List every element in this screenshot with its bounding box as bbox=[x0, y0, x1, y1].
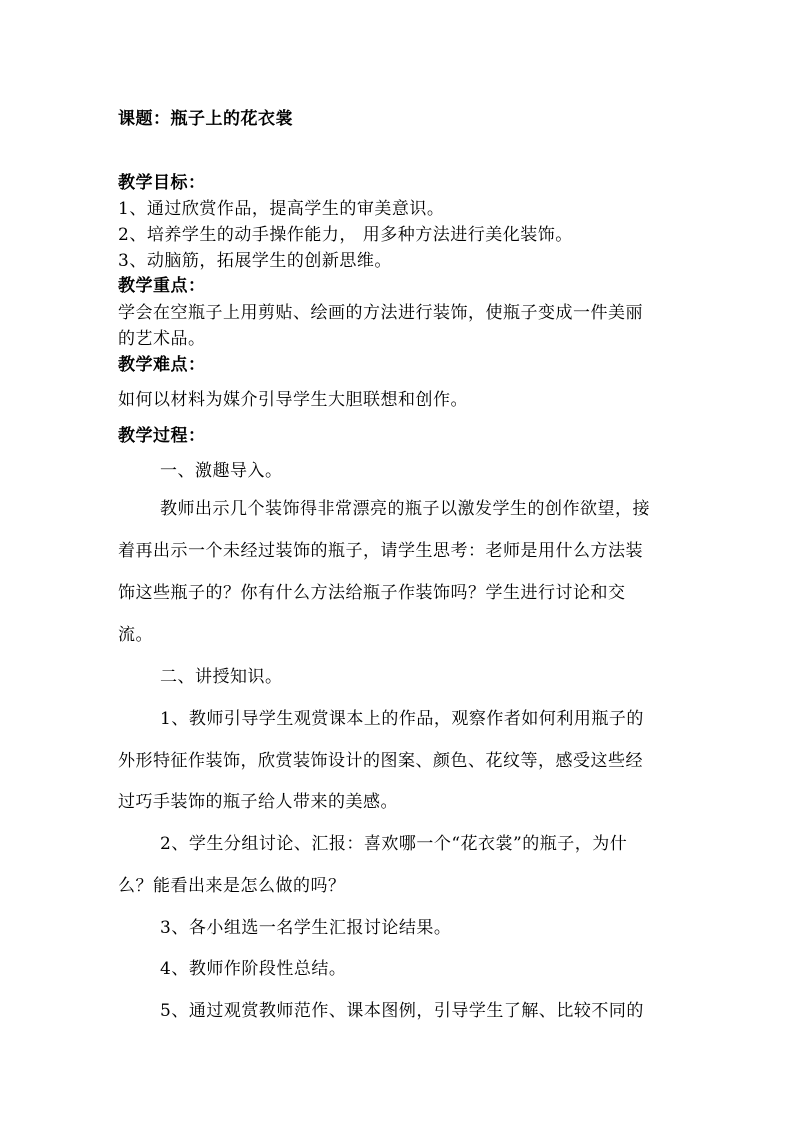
paragraph-line: 外形特征作装饰，欣赏装饰设计的图案、颜色、花纹等，感受这些经 bbox=[118, 751, 643, 771]
paragraph-line: 4、教师作阶段性总结。 bbox=[160, 959, 347, 979]
paragraph-line: 饰这些瓶子的？你有什么方法给瓶子作装饰吗？学生进行讨论和交 bbox=[118, 583, 626, 603]
key-text-line: 学会在空瓶子上用剪贴、绘画的方法进行装饰，使瓶子变成一件美丽 bbox=[118, 303, 643, 323]
difficulty-heading: 教学难点： bbox=[118, 355, 206, 375]
paragraph-line: 过巧手装饰的瓶子给人带来的美感。 bbox=[118, 792, 398, 812]
goals-heading: 教学目标： bbox=[118, 173, 206, 193]
goal-item: 2、培养学生的动手操作能力， 用多种方法进行美化装饰。 bbox=[118, 225, 573, 245]
paragraph-line: 教师出示几个装饰得非常漂亮的瓶子以激发学生的创作欲望，接 bbox=[160, 499, 650, 519]
paragraph-line: 1、教师引导学生观赏课本上的作品，观察作者如何利用瓶子的 bbox=[160, 709, 644, 729]
section-heading-teaching: 二、讲授知识。 bbox=[160, 667, 283, 687]
difficulty-text: 如何以材料为媒介引导学生大胆联想和创作。 bbox=[118, 390, 468, 410]
document-title: 课题：瓶子上的花衣裳 bbox=[118, 109, 293, 129]
paragraph-line: 流。 bbox=[118, 625, 153, 645]
process-heading: 教学过程： bbox=[118, 426, 206, 446]
paragraph-line: 着再出示一个未经过装饰的瓶子，请学生思考：老师是用什么方法装 bbox=[118, 541, 643, 561]
key-text-line: 的艺术品。 bbox=[118, 329, 206, 349]
key-heading: 教学重点： bbox=[118, 276, 206, 296]
goal-item: 1、通过欣赏作品，提高学生的审美意识。 bbox=[118, 199, 445, 219]
section-heading-intro: 一、激趣导入。 bbox=[160, 461, 283, 481]
paragraph-line: 2、学生分组讨论、汇报：喜欢哪一个“花衣裳”的瓶子，为什 bbox=[160, 834, 628, 854]
paragraph-line: 么？能看出来是怎么做的吗？ bbox=[118, 876, 346, 896]
paragraph-line: 3、各小组选一名学生汇报讨论结果。 bbox=[160, 918, 452, 938]
paragraph-line: 5、通过观赏教师范作、课本图例，引导学生了解、比较不同的 bbox=[160, 1001, 644, 1021]
goal-item: 3、动脑筋，拓展学生的创新思维。 bbox=[118, 251, 392, 271]
